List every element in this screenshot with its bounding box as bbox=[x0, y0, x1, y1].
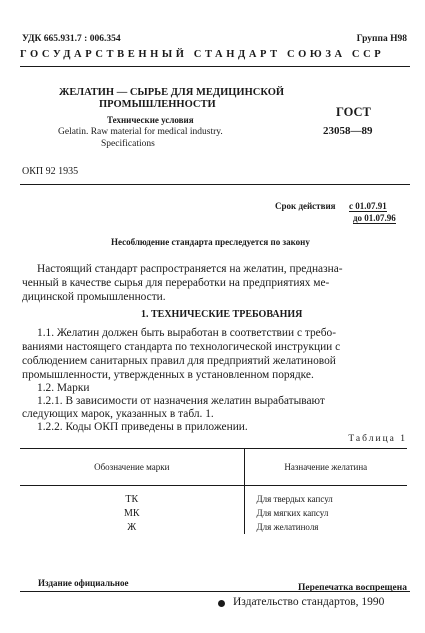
validity-from: с 01.07.91 bbox=[349, 201, 387, 211]
document-title-line2: ПРОМЫШЛЕННОСТИ bbox=[99, 99, 216, 110]
validity-to: до 01.07.96 bbox=[353, 213, 396, 223]
section-paragraph-line: 1.2.1. В зависимости от назначения желатин вырабатывают bbox=[37, 395, 325, 407]
section-paragraph-line: следующих марок, указанных в табл. 1. bbox=[22, 408, 214, 420]
table-header-cell: Назначение желатина bbox=[244, 449, 407, 486]
section-paragraph-line: 1.1. Желатин должен быть выработан в соответствии с требо- bbox=[37, 327, 337, 339]
table-row bbox=[20, 486, 407, 507]
validity-label: Срок действия bbox=[275, 201, 336, 211]
udk-code: УДК 665.931.7 : 006.354 bbox=[22, 34, 121, 44]
official-edition-note: Издание официальное bbox=[38, 578, 129, 588]
table-header-cell: Обозначение марки bbox=[20, 449, 244, 486]
publisher-imprint: Издательство стандартов, 1990 bbox=[233, 596, 385, 608]
mark-code: МК bbox=[123, 507, 140, 519]
document-subtitle: Технические условия bbox=[107, 115, 194, 125]
english-title-line2: Specifications bbox=[101, 139, 155, 149]
state-standard-banner: ГОСУДАРСТВЕННЫЙ СТАНДАРТ СОЮЗА ССР bbox=[20, 49, 385, 60]
marks-table bbox=[20, 448, 407, 534]
subsection-heading: 1.2. Марки bbox=[37, 382, 90, 394]
intro-line: Настоящий стандарт распространяется на желатин, предназна- bbox=[37, 263, 343, 275]
gost-label: ГОСТ bbox=[336, 105, 371, 119]
section-paragraph-line: 1.2.2. Коды ОКП приведены в приложении. bbox=[37, 421, 248, 433]
legal-warning: Несоблюдение стандарта преследуется по закону bbox=[111, 237, 310, 247]
mark-purpose: Для мягких капсул bbox=[244, 506, 407, 520]
table-row bbox=[20, 520, 407, 534]
mark-purpose: Для твердых капсул bbox=[244, 486, 407, 507]
intro-line: дицинской промышленности. bbox=[22, 291, 166, 303]
mark-code: ТК bbox=[125, 493, 139, 505]
table-row bbox=[20, 506, 407, 520]
mark-purpose: Для желатиноля bbox=[244, 520, 407, 534]
group-code: Группа Н98 bbox=[356, 34, 407, 44]
okp-code: ОКП 92 1935 bbox=[22, 166, 79, 177]
section-heading: 1. ТЕХНИЧЕСКИЕ ТРЕБОВАНИЯ bbox=[141, 309, 303, 320]
document-title-line1: ЖЕЛАТИН — СЫРЬЕ ДЛЯ МЕДИЦИНСКОЙ bbox=[59, 87, 285, 98]
reprint-notice: Перепечатка воспрещена bbox=[297, 583, 407, 593]
english-title-line1: Gelatin. Raw material for medical industry. bbox=[58, 127, 223, 137]
header-rule bbox=[20, 66, 410, 67]
table-header-row bbox=[20, 449, 407, 486]
table-caption: Таблица 1 bbox=[348, 434, 407, 444]
okp-rule bbox=[20, 184, 410, 185]
section-paragraph-line: промышленности, утвержденных в установленном порядке. bbox=[22, 369, 314, 381]
bullet-icon bbox=[218, 600, 225, 607]
section-paragraph-line: ваниями настоящего стандарта по технологической инструкции с bbox=[22, 341, 341, 353]
section-paragraph-line: соблюдением санитарных правил для предприятий желатиновой bbox=[22, 355, 336, 367]
gost-number: 23058—89 bbox=[323, 125, 373, 137]
intro-line: ченный в качестве сырья для переработки на предприятиях ме- bbox=[22, 277, 330, 289]
mark-code: Ж bbox=[127, 521, 137, 533]
